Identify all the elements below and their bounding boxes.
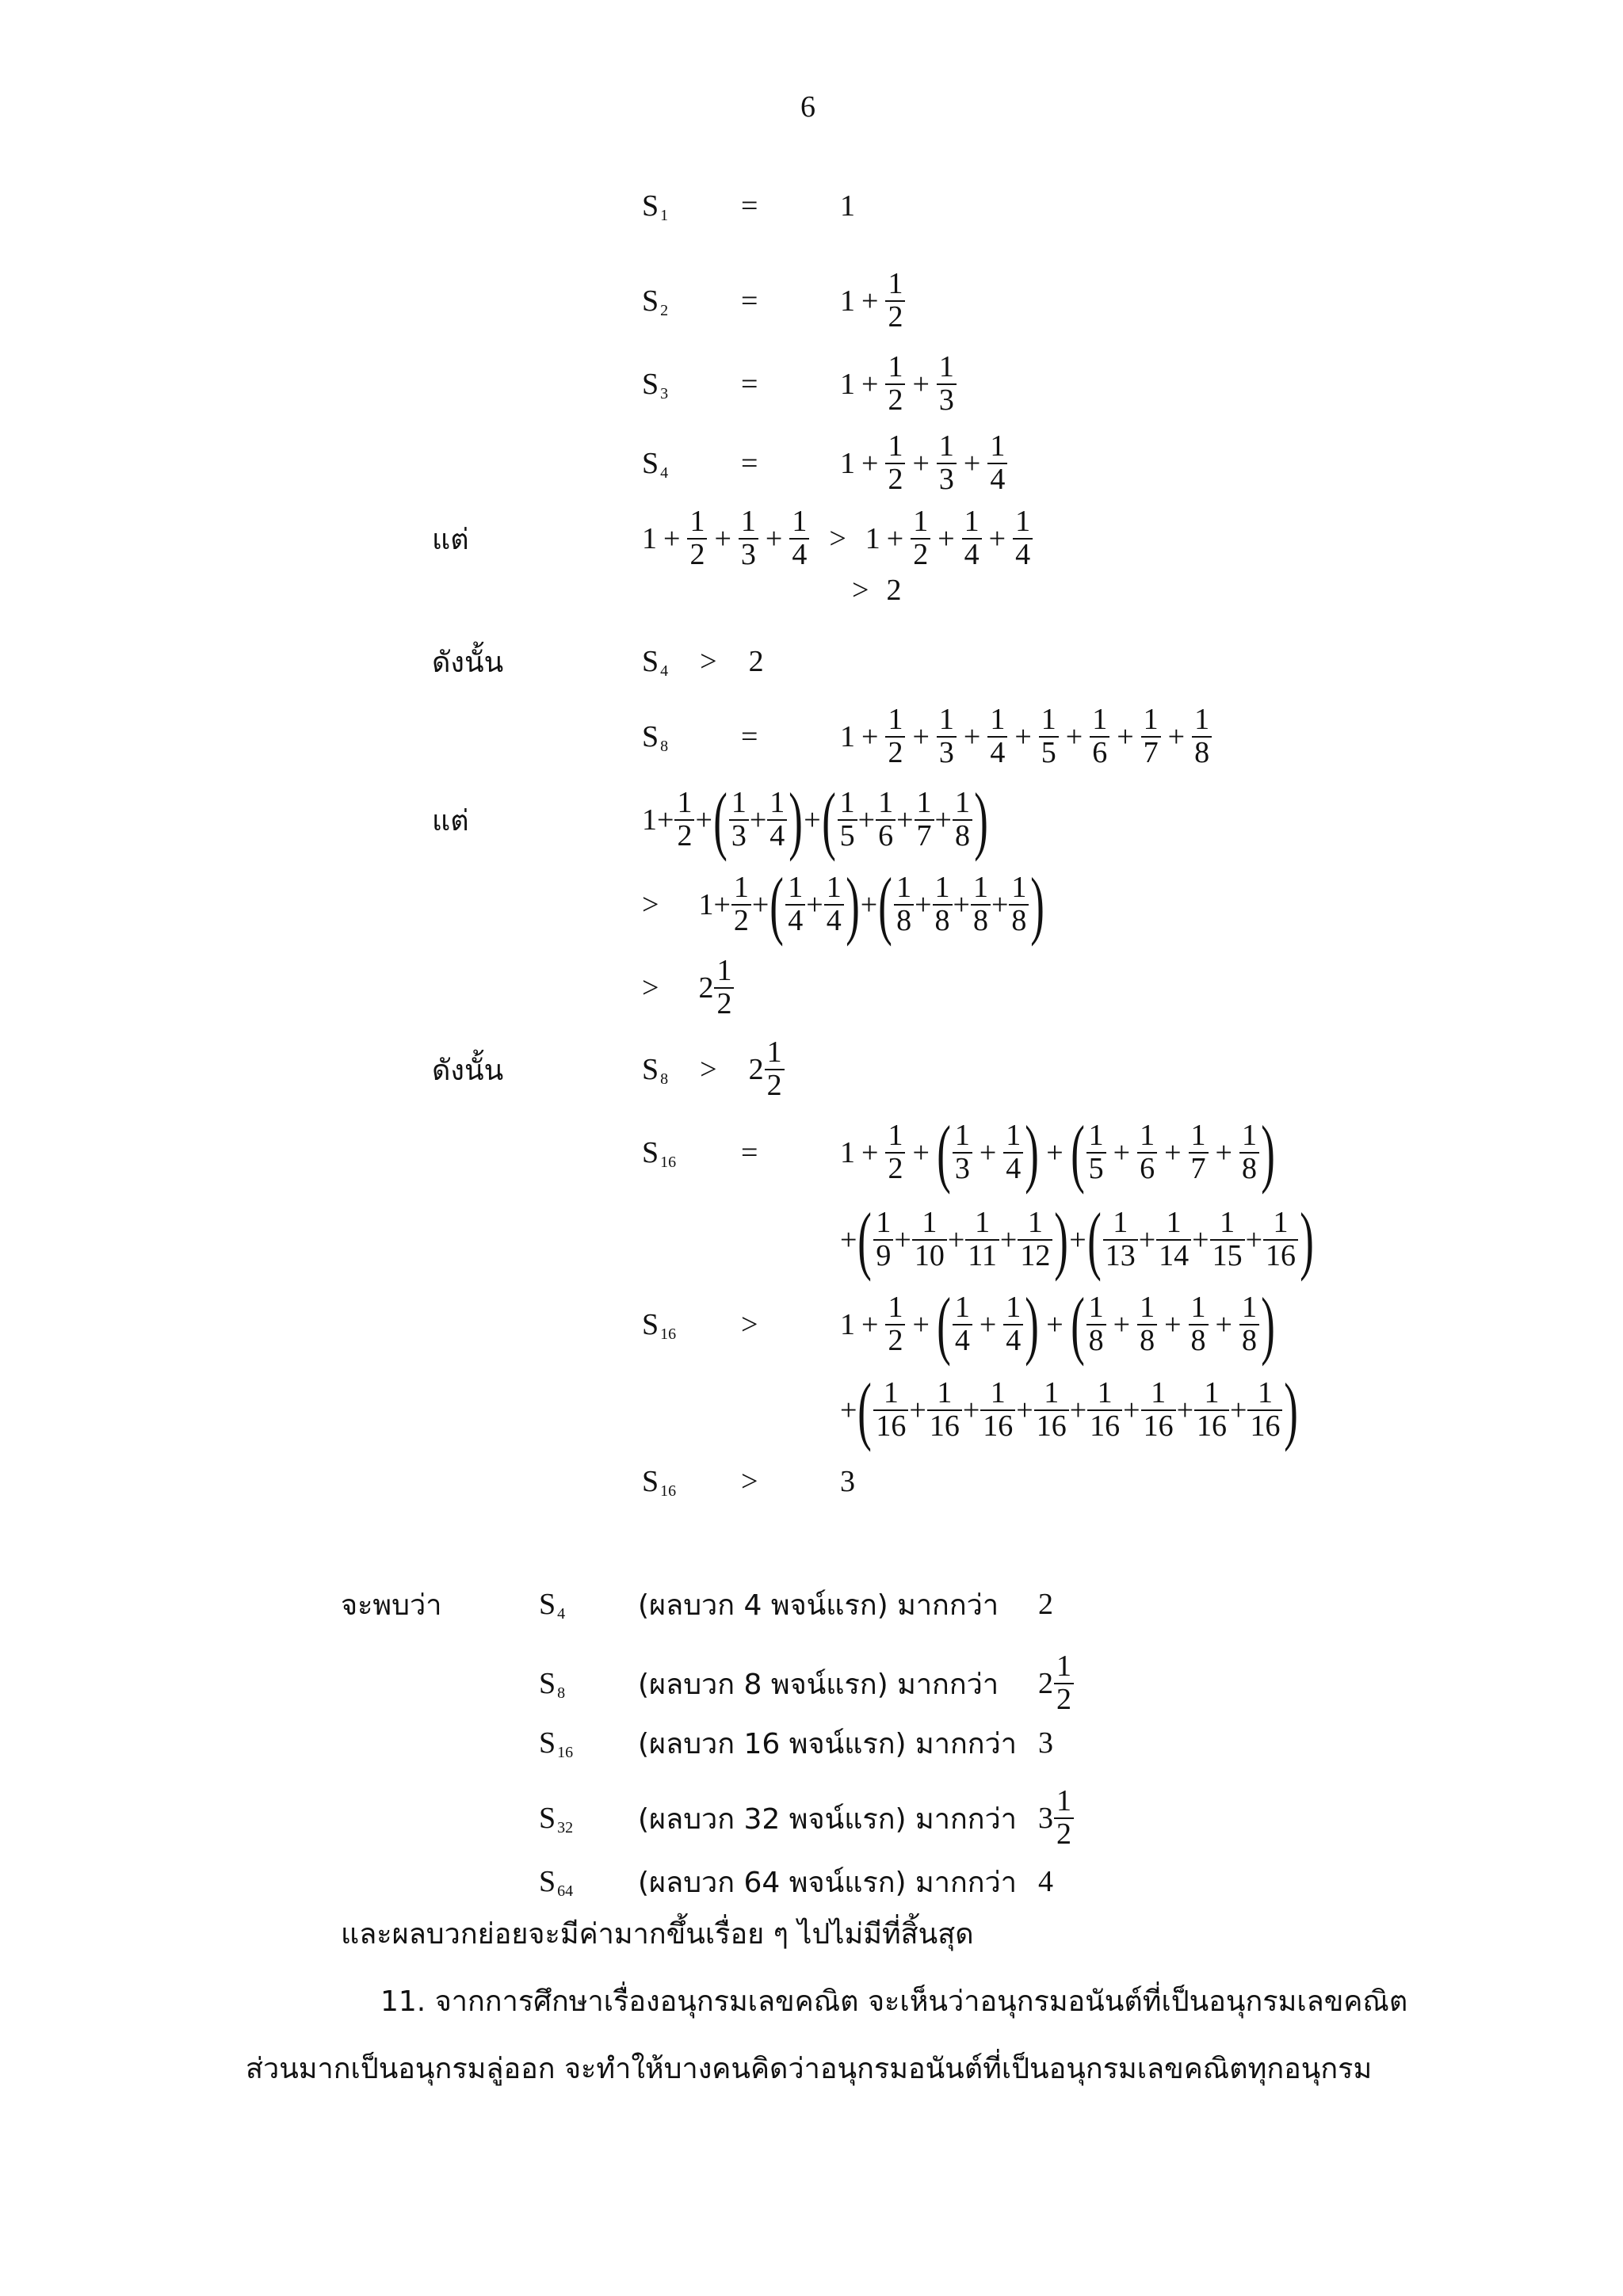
ineq-s16-line2: + ( $\frac{1}{16}$ + $\frac{1}{16}$ + $\frac{1}{16}$ + $\frac{1}{16}$ + $\frac{1}{16}$ + $\frac{1}{16}$ + $\frac{1}{16}$ + $\frac{1}{16}$ ) xyxy=(840,1367,1299,1452)
eq-s2: S 2 = 1 + $\frac{1}{2}$ xyxy=(642,254,668,349)
grouped-s8-lower: > 1 + $\frac{1}{2}$ + ( $\frac{1}{4}$ + $\frac{1}{4}$ ) + ( $\frac{1}{8}$ + $\frac{1}{8}$ + $\frac{1}{8}$ + $\frac{1}{8}$ ) xyxy=(642,862,1045,947)
summary-row-s64: S 64 (ผลบวก 64 พจน์แรก) มากกว่า 4 xyxy=(539,1865,1053,1900)
ineq-s16-line1: S 16 > 1 + $\frac{1}{2}$ + ( $\frac{1}{4}$ + $\frac{1}{4}$ ) + ( $\frac{1}{8}$ + $\frac{1}{8}$ + $\frac{1}{8}$ + $\frac{1}{8}$ ) xyxy=(642,1282,1275,1367)
summary-row-s32: S 32 (ผลบวก 32 พจน์แรก) มากกว่า 3 $\frac{1}{2}$ xyxy=(539,1771,573,1866)
ineq-1b: > 2 xyxy=(852,574,902,607)
eq-s16-line1: S 16 = 1 + $\frac{1}{2}$ + ( $\frac{1}{3}$ + $\frac{1}{4}$ ) + ( $\frac{1}{5}$ + $\frac{1}{6}$ + $\frac{1}{7}$ + $\frac{1}{8}$ ) xyxy=(642,1110,1275,1195)
therefore-2: ดังนั้น xyxy=(432,1054,504,1087)
summary-row-s8: S 8 (ผลบวก 8 พจน์แรก) มากกว่า 2 $\frac{1}{2}$ xyxy=(539,1636,565,1731)
eq-s4: S 4 = 1 + $\frac{1}{2}$ + $\frac{1}{3}$ + $\frac{1}{4}$ xyxy=(642,416,668,511)
eq-s3: S 3 = 1 + $\frac{1}{2}$ + $\frac{1}{3}$ xyxy=(642,337,668,432)
eq-s1: S 1 = 1 xyxy=(642,189,855,224)
grouped-s8: 1 + $\frac{1}{2}$ + ( $\frac{1}{3}$ + $\frac{1}{4}$ ) + ( $\frac{1}{5}$ + $\frac{1}{6}$ + $\frac{1}{7}$ + $\frac{1}{8}$ ) xyxy=(642,777,988,862)
but-line-1: แต่ xyxy=(432,523,469,556)
ineq-1: 1 + $\frac{1}{2}$ + $\frac{1}{3}$ + $\frac{1}{4}$ > 1 + $\frac{1}{2}$ + $\frac{1}{4}$ + $\frac{1}{4}$ xyxy=(642,491,1033,586)
ineq-2b: > 2 $\frac{1}{2}$ xyxy=(642,940,735,1035)
we-find-label: จะพบว่า xyxy=(341,1589,442,1622)
summary-row-s4: S 4 (ผลบวก 4 พจน์แรก) มากกว่า 2 xyxy=(539,1588,1053,1623)
result-s8: S 8 > 2 $\frac{1}{2}$ xyxy=(642,1022,785,1117)
paragraph-11-line-2: ส่วนมากเป็นอนุกรมลู่ออก จะทำให้บางคนคิดว่าอนุกรมอนันต์ที่เป็นอนุกรมเลขคณิตทุกอนุกรม xyxy=(246,2052,1373,2085)
page-number: 6 xyxy=(800,90,815,124)
therefore-1: ดังนั้น xyxy=(432,646,504,679)
summary-row-s16: S 16 (ผลบวก 16 พจน์แรก) มากกว่า 3 xyxy=(539,1726,1053,1761)
eq-s16-line2: + ( $\frac{1}{9}$ + $\frac{1}{10}$ + $\frac{1}{11}$ + $\frac{1}{12}$ ) + ( $\frac{1}{13}$ + $\frac{1}{14}$ + $\frac{1}{15}$ + $\frac{1}{16}$ ) xyxy=(840,1197,1314,1282)
paragraph-11-line-1: 11. จากการศึกษาเรื่องอนุกรมเลขคณิต จะเห็นว่าอนุกรมอนันต์ที่เป็นอนุกรมเลขคณิต xyxy=(380,1985,1408,2018)
result-s16: S 16 > 3 xyxy=(642,1465,855,1500)
but-line-2: แต่ xyxy=(432,804,469,837)
eq-s8: S 8 = 1 + $\frac{1}{2}$ + $\frac{1}{3}$ + $\frac{1}{4}$ + $\frac{1}{5}$ + $\frac{1}{6}$ + $\frac{1}{7}$ + $\frac{1}{8}$ xyxy=(642,689,668,784)
conclusion-text: และผลบวกย่อยจะมีค่ามากขึ้นเรื่อย ๆ ไปไม่มีที่สิ้นสุด xyxy=(341,1917,974,1951)
result-s4: S 4 > 2 xyxy=(642,645,764,680)
